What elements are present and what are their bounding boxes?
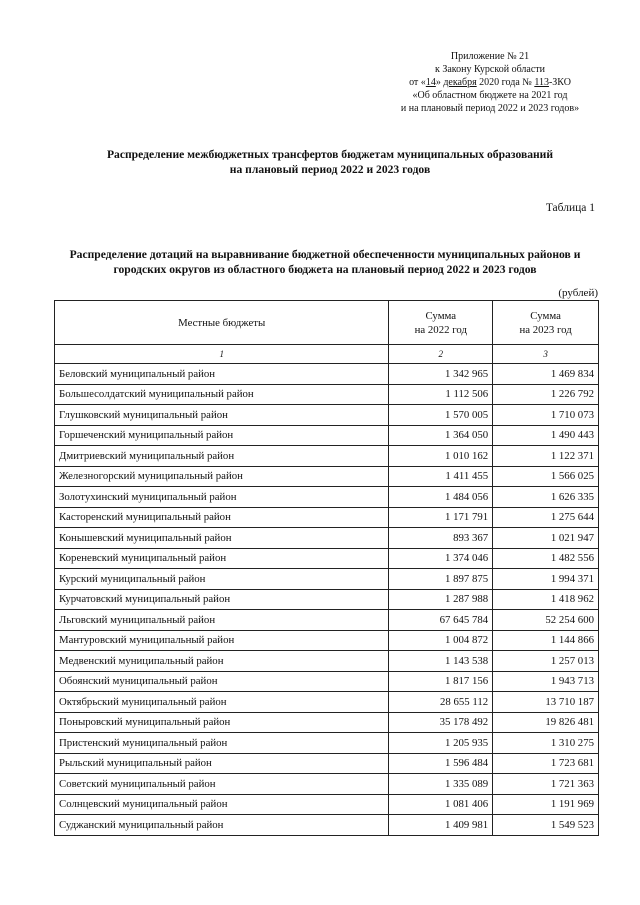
amount-2023: 1 482 556 bbox=[493, 548, 599, 569]
appendix-law-title-1: «Об областном бюджете на 2021 год bbox=[412, 90, 568, 101]
amount-2022: 67 645 784 bbox=[389, 610, 493, 631]
amount-2023: 1 418 962 bbox=[493, 589, 599, 610]
table-row bbox=[55, 753, 599, 774]
header-2023 bbox=[493, 301, 599, 345]
document-title bbox=[60, 147, 600, 177]
table-row bbox=[55, 446, 599, 467]
amount-2022: 1 010 162 bbox=[389, 446, 493, 467]
table-row bbox=[55, 507, 599, 528]
amount-2022: 1 287 988 bbox=[389, 589, 493, 610]
law-day: 14 bbox=[425, 77, 436, 88]
table-row bbox=[55, 425, 599, 446]
district-name: Конышевский муниципальный район bbox=[55, 528, 389, 549]
header-2022-line-2: на 2022 год bbox=[414, 323, 467, 336]
table-row bbox=[55, 610, 599, 631]
amount-2022: 1 570 005 bbox=[389, 405, 493, 426]
amount-2022: 1 374 046 bbox=[389, 548, 493, 569]
table-row bbox=[55, 815, 599, 836]
district-name: Октябрьский муниципальный район bbox=[55, 692, 389, 713]
amount-2023: 19 826 481 bbox=[493, 712, 599, 733]
amount-2022: 1 081 406 bbox=[389, 794, 493, 815]
amount-2022: 1 342 965 bbox=[389, 364, 493, 385]
header-2022 bbox=[389, 301, 493, 345]
district-name: Беловский муниципальный район bbox=[55, 364, 389, 385]
district-name: Обоянский муниципальный район bbox=[55, 671, 389, 692]
amount-2022: 1 205 935 bbox=[389, 733, 493, 754]
district-name: Золотухинский муниципальный район bbox=[55, 487, 389, 508]
district-name: Железногорский муниципальный район bbox=[55, 466, 389, 487]
appendix-block bbox=[385, 50, 595, 115]
table-row bbox=[55, 733, 599, 754]
amount-2022: 1 817 156 bbox=[389, 671, 493, 692]
appendix-number: Приложение № 21 bbox=[450, 51, 530, 62]
law-suffix: -ЗКО bbox=[548, 77, 571, 88]
amount-2023: 1 310 275 bbox=[493, 733, 599, 754]
header-2023-line-1: Сумма bbox=[530, 309, 561, 322]
amount-2023: 1 191 969 bbox=[493, 794, 599, 815]
amount-2022: 1 411 455 bbox=[389, 466, 493, 487]
amount-2023: 1 226 792 bbox=[493, 384, 599, 405]
amount-2023: 1 626 335 bbox=[493, 487, 599, 508]
table-row bbox=[55, 692, 599, 713]
table-row bbox=[55, 466, 599, 487]
amount-2022: 1 364 050 bbox=[389, 425, 493, 446]
amount-2023: 1 721 363 bbox=[493, 774, 599, 795]
column-number: 3 bbox=[493, 345, 599, 364]
amount-2022: 1 112 506 bbox=[389, 384, 493, 405]
amount-2023: 1 943 713 bbox=[493, 671, 599, 692]
law-month: декабря bbox=[443, 77, 477, 88]
amount-2023: 1 566 025 bbox=[493, 466, 599, 487]
column-number: 2 bbox=[389, 345, 493, 364]
amount-2022: 1 897 875 bbox=[389, 569, 493, 590]
table-row bbox=[55, 630, 599, 651]
table-row bbox=[55, 569, 599, 590]
table-body bbox=[55, 364, 599, 836]
district-name: Большесолдатский муниципальный район bbox=[55, 384, 389, 405]
table-row bbox=[55, 528, 599, 549]
header-2023-line-2: на 2023 год bbox=[519, 323, 572, 336]
district-name: Дмитриевский муниципальный район bbox=[55, 446, 389, 467]
amount-2022: 1 004 872 bbox=[389, 630, 493, 651]
district-name: Солнцевский муниципальный район bbox=[55, 794, 389, 815]
table-row bbox=[55, 487, 599, 508]
table-row bbox=[55, 384, 599, 405]
table-title-line-2: городских округов из областного бюджета на плановый период 2022 и 2023 годов bbox=[113, 263, 537, 276]
table-row bbox=[55, 548, 599, 569]
table-title bbox=[45, 247, 605, 277]
amount-2022: 35 178 492 bbox=[389, 712, 493, 733]
district-name: Курчатовский муниципальный район bbox=[55, 589, 389, 610]
amount-2022: 28 655 112 bbox=[389, 692, 493, 713]
amount-2023: 1 710 073 bbox=[493, 405, 599, 426]
amount-2023: 1 144 866 bbox=[493, 630, 599, 651]
header-2022-line-1: Сумма bbox=[425, 309, 457, 322]
table-row bbox=[55, 589, 599, 610]
district-name: Глушковский муниципальный район bbox=[55, 405, 389, 426]
table-title-line-1: Распределение дотаций на выравнивание бюджетной обеспеченности муниципальных районов и bbox=[69, 248, 581, 261]
table-row bbox=[55, 405, 599, 426]
document-title-line-2: на плановый период 2022 и 2023 годов bbox=[229, 163, 431, 176]
amount-2023: 1 994 371 bbox=[493, 569, 599, 590]
units-label: (рублей) bbox=[558, 287, 598, 299]
district-name: Льговский муниципальный район bbox=[55, 610, 389, 631]
amount-2023: 13 710 187 bbox=[493, 692, 599, 713]
district-name: Рыльский муниципальный район bbox=[55, 753, 389, 774]
district-name: Медвенский муниципальный район bbox=[55, 651, 389, 672]
amount-2022: 1 484 056 bbox=[389, 487, 493, 508]
table-row bbox=[55, 712, 599, 733]
date-sep: » bbox=[435, 77, 444, 88]
law-number: 113 bbox=[534, 77, 549, 88]
amount-2022: 1 335 089 bbox=[389, 774, 493, 795]
amount-2023: 1 122 371 bbox=[493, 446, 599, 467]
grants-table bbox=[54, 300, 599, 836]
district-name: Горшеченский муниципальный район bbox=[55, 425, 389, 446]
amount-2022: 1 409 981 bbox=[389, 815, 493, 836]
table-header-row bbox=[55, 301, 599, 345]
district-name: Курский муниципальный район bbox=[55, 569, 389, 590]
district-name: Суджанский муниципальный район bbox=[55, 815, 389, 836]
table-row bbox=[55, 651, 599, 672]
appendix-law-date bbox=[385, 76, 595, 89]
column-number: 1 bbox=[55, 345, 389, 364]
amount-2023: 1 257 013 bbox=[493, 651, 599, 672]
date-prefix: от « bbox=[409, 77, 426, 88]
district-name: Советский муниципальный район bbox=[55, 774, 389, 795]
amount-2022: 1 143 538 bbox=[389, 651, 493, 672]
amount-2023: 52 254 600 bbox=[493, 610, 599, 631]
amount-2023: 1 469 834 bbox=[493, 364, 599, 385]
district-name: Кореневский муниципальный район bbox=[55, 548, 389, 569]
amount-2023: 1 723 681 bbox=[493, 753, 599, 774]
header-local-budgets: Местные бюджеты bbox=[55, 301, 389, 345]
amount-2022: 893 367 bbox=[389, 528, 493, 549]
appendix-law-ref: к Закону Курской области bbox=[435, 64, 545, 75]
district-name: Касторенский муниципальный район bbox=[55, 507, 389, 528]
district-name: Мантуровский муниципальный район bbox=[55, 630, 389, 651]
district-name: Поныровский муниципальный район bbox=[55, 712, 389, 733]
amount-2023: 1 549 523 bbox=[493, 815, 599, 836]
table-label: Таблица 1 bbox=[545, 202, 595, 214]
amount-2023: 1 021 947 bbox=[493, 528, 599, 549]
amount-2023: 1 275 644 bbox=[493, 507, 599, 528]
table-row bbox=[55, 671, 599, 692]
amount-2022: 1 171 791 bbox=[389, 507, 493, 528]
date-year: 2020 года № bbox=[476, 77, 535, 88]
district-name: Пристенский муниципальный район bbox=[55, 733, 389, 754]
table-row bbox=[55, 364, 599, 385]
appendix-law-title-2: и на плановый период 2022 и 2023 годов» bbox=[400, 103, 580, 114]
table-row bbox=[55, 794, 599, 815]
table-row bbox=[55, 774, 599, 795]
document-title-line-1: Распределение межбюджетных трансфертов бюджетам муниципальных образований bbox=[106, 148, 554, 161]
column-number-row bbox=[55, 345, 599, 364]
amount-2023: 1 490 443 bbox=[493, 425, 599, 446]
amount-2022: 1 596 484 bbox=[389, 753, 493, 774]
